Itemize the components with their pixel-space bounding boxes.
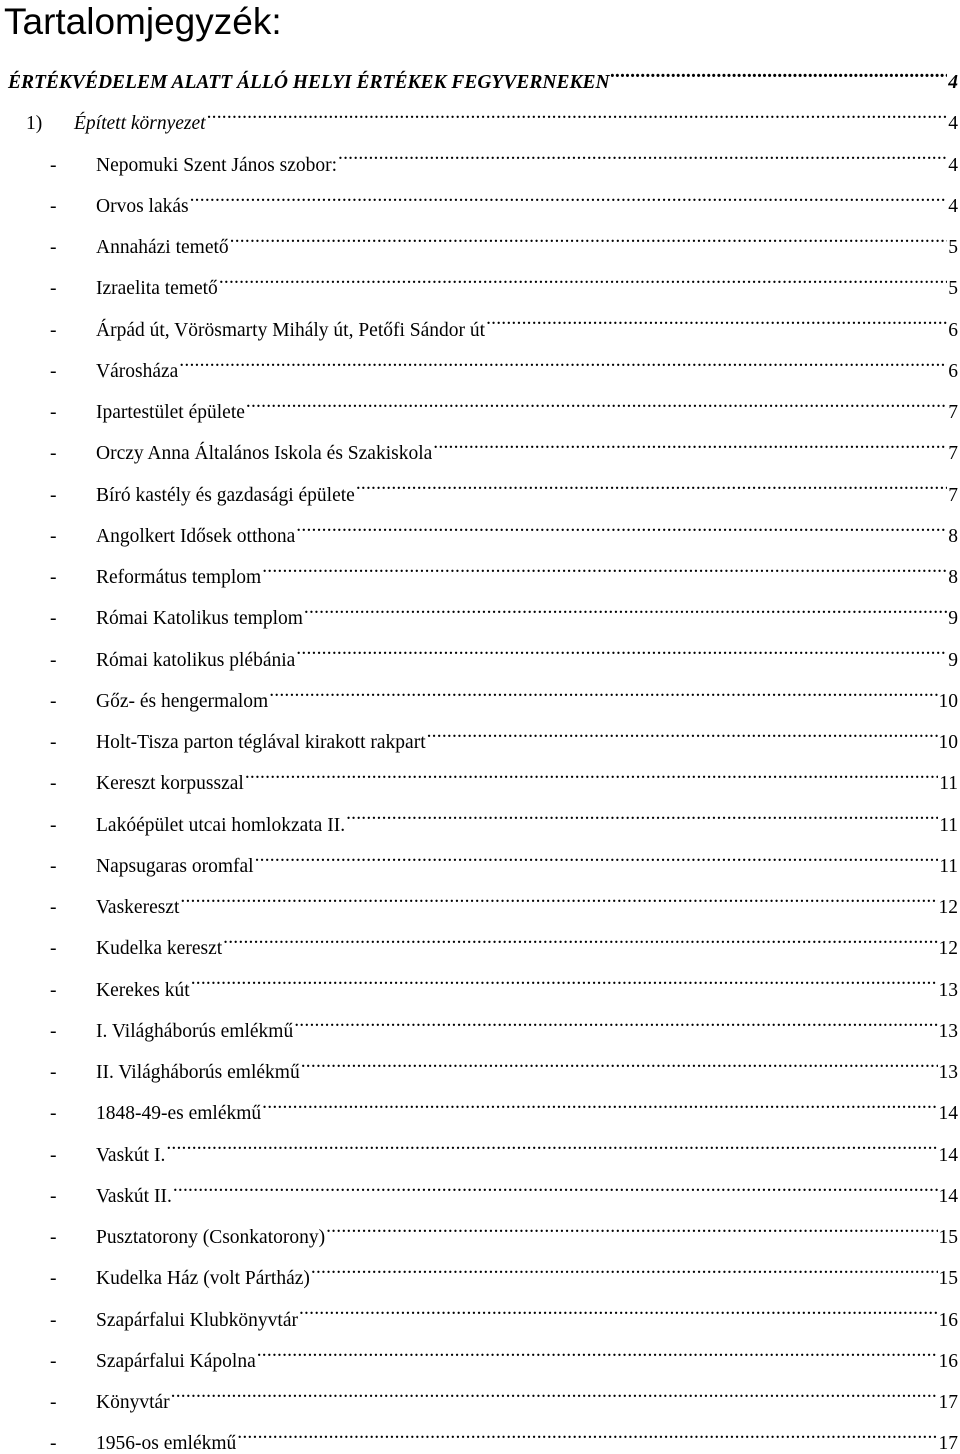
toc-dot-leader [173,1182,938,1202]
toc-entry[interactable] [0,227,960,268]
toc-dot-leader [427,729,938,749]
toc-entry-marker: - [50,1062,57,1083]
toc-entry-label: Izraelita temető [96,278,218,300]
toc-entry-page-number: 4 [948,113,958,135]
toc-entry-label: Kerekes kút [96,979,190,1001]
toc-entry[interactable] [0,722,960,763]
toc-entry-marker: - [50,195,57,217]
toc-entry-page-number: 10 [938,732,958,753]
toc-entry-label: 1956-os emlékmű [96,1433,237,1454]
toc-entry-label: Vaskút II. [96,1185,172,1207]
toc-entry-label: Gőz- és hengermalom [96,690,269,712]
toc-entry-marker: - [50,814,57,836]
toc-entry-marker: - [50,319,57,341]
toc-entry[interactable] [0,598,960,639]
toc-entry-marker: - [50,525,57,547]
toc-entry-page-number: 8 [948,567,958,588]
toc-entry-label: Római Katolikus templom [96,608,303,630]
toc-entry-page-number: 13 [938,1020,958,1042]
toc-entry-page-number: 14 [938,1185,958,1207]
toc-entry[interactable] [0,681,960,722]
toc-entry[interactable] [0,1052,960,1093]
toc-dot-leader [191,976,938,996]
toc-entry-page-number: 15 [938,1227,958,1248]
toc-entry[interactable] [0,516,960,557]
toc-entry-marker: - [50,649,57,671]
toc-dot-leader [296,522,947,542]
toc-title: Tartalomjegyzék: [4,1,282,42]
toc-entry-page-number: 16 [938,1350,958,1372]
toc-entry[interactable] [0,557,960,598]
toc-entry-label: II. Világháborús emlékmű [96,1062,300,1083]
toc-entry-page-number: 14 [938,1144,958,1166]
toc-dot-leader [486,316,947,336]
toc-entry-page-number: 11 [939,814,958,836]
toc-entry[interactable] [0,1341,960,1382]
toc-dot-leader [190,192,948,212]
toc-entry[interactable] [0,1011,960,1052]
toc-dot-leader [262,564,947,584]
toc-entry-label: Annaházi temető [96,237,229,258]
toc-entry-label: Orvos lakás [96,195,189,217]
toc-entry-page-number: 15 [938,1268,958,1290]
toc-entry-label: Árpád út, Vörösmarty Mihály út, Petőfi Sándor út [96,319,486,341]
toc-entry-marker: - [50,690,57,712]
toc-dot-leader [237,1430,937,1450]
toc-entry-page-number: 10 [938,690,958,712]
toc-entry[interactable] [0,846,960,887]
toc-dot-leader [219,275,947,295]
toc-entry[interactable] [0,805,960,846]
toc-entry-page-number: 9 [948,608,958,630]
toc-entry-page-number: 8 [948,525,958,547]
toc-dot-leader [326,1224,937,1244]
toc-dot-leader [166,1141,937,1161]
toc-entry-marker: - [50,979,57,1001]
toc-entry[interactable] [0,1382,960,1423]
toc-entry-marker: - [50,608,57,630]
toc-entry-marker: - [50,1350,57,1372]
toc-entry[interactable] [0,887,960,928]
toc-dot-leader [304,605,947,625]
toc-entry-marker: - [50,1309,57,1331]
toc-entry-page-number: 5 [948,278,958,300]
toc-entry-page-number: 7 [948,402,958,423]
toc-entry-marker: - [50,938,57,960]
toc-entry-page-number: 17 [938,1392,958,1413]
toc-entry-label: Épített környezet [74,113,206,135]
toc-entry[interactable] [0,268,960,309]
toc-dot-leader [223,935,937,955]
toc-dot-leader [611,69,948,89]
toc-entry-label: 1848-49-es emlékmű [96,1103,262,1125]
toc-entry-marker: - [50,1103,57,1125]
toc-entry-label: Kereszt korpusszal [96,773,244,795]
toc-entry-label: ÉRTÉKVÉDELEM ALATT ÁLLÓ HELYI ÉRTÉKEK FEGYVERNEKEN [8,72,610,93]
toc-entry-page-number: 5 [948,237,958,258]
toc-entry-label: Szapárfalui Klubkönyvtár [96,1309,298,1331]
toc-entry[interactable] [0,392,960,433]
toc-dot-leader [207,110,948,130]
toc-entry-label: Kudelka kereszt [96,938,223,960]
toc-entry-label: Kudelka Ház (volt Pártház) [96,1268,310,1290]
toc-entry[interactable] [0,763,960,804]
toc-dot-leader [262,1100,937,1120]
toc-entry-marker: - [50,278,57,300]
toc-entry-label: Vaskút I. [96,1144,166,1166]
toc-entry-label: Ipartestület épülete [96,402,245,423]
toc-entry-label: Bíró kastély és gazdasági épülete [96,484,355,506]
toc-entry-marker: - [50,1144,57,1166]
toc-entry-marker: - [50,443,57,465]
toc-dot-leader [294,1017,937,1037]
toc-entry[interactable] [0,310,960,351]
toc-dot-leader [246,399,947,419]
toc-entry-page-number: 6 [948,360,958,382]
toc-dot-leader [356,481,947,501]
toc-entry[interactable] [0,433,960,474]
toc-entry-marker: - [50,1020,57,1042]
toc-dot-leader [301,1059,938,1079]
toc-dot-leader [338,151,947,171]
toc-entry[interactable] [0,640,960,681]
toc-entry-label: Vaskereszt [96,897,180,918]
toc-entry-marker: 1) [26,113,43,135]
toc-entry-marker: - [50,567,57,588]
toc-entry-label: Római katolikus plébánia [96,649,296,671]
toc-entry[interactable] [0,186,960,227]
toc-entry-label: I. Világháborús emlékmű [96,1020,294,1042]
toc-entry[interactable] [0,1258,960,1299]
toc-dot-leader [433,440,947,460]
toc-entry-page-number: 4 [948,154,958,176]
toc-dot-leader [346,811,938,831]
toc-dot-leader [257,1347,938,1367]
toc-entry-label: Városháza [96,360,179,382]
toc-entry-label: Könyvtár [96,1392,170,1413]
toc-entry-marker: - [50,154,57,176]
toc-entry-label: Napsugaras oromfal [96,855,254,877]
toc-dot-leader [171,1389,938,1409]
toc-entry[interactable] [0,1217,960,1258]
toc-entry[interactable] [0,475,960,516]
toc-entry[interactable] [0,1300,960,1341]
toc-entry[interactable] [0,970,960,1011]
toc-entry-page-number: 7 [948,443,958,465]
toc-entry[interactable] [0,62,960,103]
toc-dot-leader [179,357,947,377]
toc-dot-leader [230,234,948,254]
toc-entry-marker: - [50,402,57,423]
toc-entry-page-number: 13 [938,979,958,1001]
toc-entry-label: Pusztatorony (Csonkatorony) [96,1227,326,1248]
toc-entry-label: Nepomuki Szent János szobor: [96,154,338,176]
toc-dot-leader [311,1265,938,1285]
toc-entry[interactable] [0,1423,960,1454]
toc-entry-marker: - [50,773,57,795]
toc-entry-marker: - [50,897,57,918]
toc-entry-page-number: 13 [938,1062,958,1083]
toc-entry-label: Szapárfalui Kápolna [96,1350,256,1372]
toc-entry-page-number: 12 [938,897,958,918]
toc-entry-marker: - [50,1433,57,1454]
toc-entry-marker: - [50,1268,57,1290]
toc-entry[interactable] [0,1135,960,1176]
toc-entry[interactable] [0,1176,960,1217]
toc-entry-page-number: 6 [948,319,958,341]
toc-entry[interactable] [0,351,960,392]
toc-entry-marker: - [50,1185,57,1207]
toc-entry-marker: - [50,1392,57,1413]
toc-entry-page-number: 7 [948,484,958,506]
toc-entry[interactable] [0,103,960,144]
toc-list [0,62,960,1454]
toc-entry-page-number: 4 [948,72,958,93]
toc-entry-page-number: 11 [939,773,958,795]
toc-entry-label: Református templom [96,567,262,588]
toc-entry-page-number: 14 [938,1103,958,1125]
toc-entry-label: Angolkert Idősek otthona [96,525,296,547]
toc-entry-page-number: 12 [938,938,958,960]
toc-entry-marker: - [50,360,57,382]
toc-entry-label: Holt-Tisza parton téglával kirakott rakpart [96,732,426,753]
toc-entry-page-number: 9 [948,649,958,671]
toc-entry-label: Orczy Anna Általános Iskola és Szakiskola [96,443,433,465]
toc-dot-leader [269,687,937,707]
toc-entry-marker: - [50,732,57,753]
toc-entry-page-number: 11 [939,855,958,877]
toc-entry-page-number: 16 [938,1309,958,1331]
toc-dot-leader [245,770,938,790]
toc-entry-marker: - [50,855,57,877]
toc-dot-leader [255,852,939,872]
toc-dot-leader [180,894,937,914]
toc-entry-marker: - [50,1227,57,1248]
toc-entry-page-number: 4 [948,195,958,217]
toc-entry-page-number: 17 [938,1433,958,1454]
toc-entry-label: Lakóépület utcai homlokzata II. [96,814,346,836]
toc-entry[interactable] [0,928,960,969]
toc-dot-leader [296,646,947,666]
toc-entry-marker: - [50,237,57,258]
toc-dot-leader [299,1306,938,1326]
toc-entry-marker: - [50,484,57,506]
toc-entry[interactable] [0,1093,960,1134]
toc-entry[interactable] [0,145,960,186]
